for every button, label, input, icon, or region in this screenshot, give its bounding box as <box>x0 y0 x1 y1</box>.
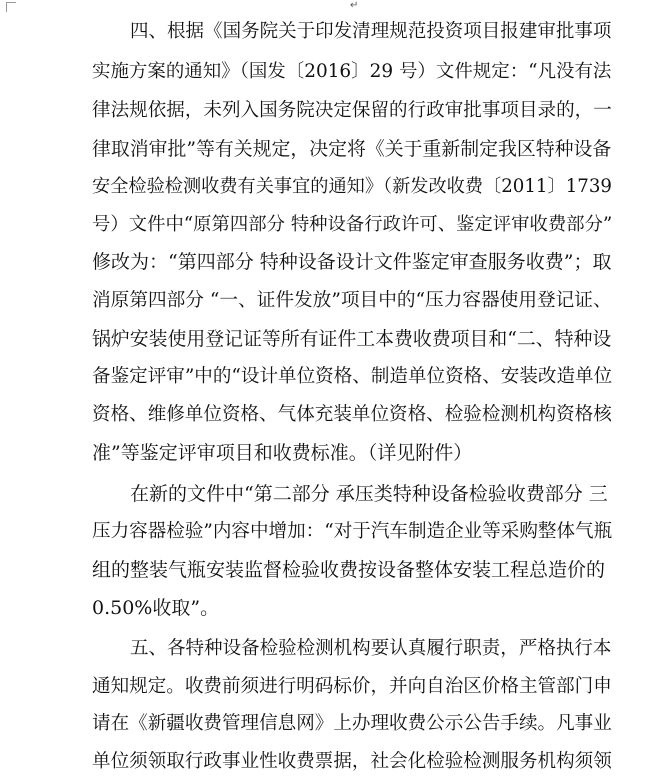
text-line: 锅炉安装使用登记证等所有证件工本费收费项目和“二、特种设 <box>92 328 612 350</box>
text-line: 0.50%收取”。 <box>92 597 220 619</box>
text-line: 实施方案的通知》（国发〔2016〕29 号）文件规定：“凡没有法 <box>92 61 612 82</box>
text-line: 安全检验检测收费有关事宜的通知》（新发改收费〔2011〕1739 <box>92 176 612 197</box>
text-line: 在新的文件中“第二部分 承压类特种设备检验收费部分 三 <box>130 483 608 505</box>
text-line: 通知规定。收费前须进行明码标价，并向自治区价格主管部门申 <box>92 676 612 697</box>
text-line: 消原第四部分 “一、证件发放”项目中的“压力容器使用登记证、 <box>92 290 612 311</box>
text-line: 备鉴定评审”中的“设计单位资格、制造单位资格、安装改造单位 <box>92 366 613 387</box>
text-line: 资格、维修单位资格、气体充装单位资格、检验检测机构资格核 <box>92 404 612 425</box>
text-line: 组的整装气瓶安装监督检验收费按设备整体安装工程总造价的 <box>92 559 606 581</box>
text-line: 压力容器检验”内容中增加：“对于汽车制造企业等采购整体气瓶 <box>92 521 613 542</box>
text-line: 四、根据《国务院关于印发清理规范投资项目报建审批事项 <box>130 21 612 42</box>
text-line: 号）文件中“原第四部分 特种设备行政许可、鉴定评审收费部分” <box>92 214 613 235</box>
text-line: 准”等鉴定评审项目和收费标准。（详见附件） <box>92 442 473 464</box>
text-line: 律法规依据，未列入国务院决定保留的行政审批事项目录的，一 <box>92 100 612 121</box>
corner-crop-mark <box>6 2 16 12</box>
text-line: 单位须领取行政事业性收费票据，社会化检验检测服务机构须领 <box>92 751 612 772</box>
text-line: 请在《新疆收费管理信息网》上办理收费公示公告手续。凡事业 <box>92 713 612 734</box>
paragraph-mark: ↵ <box>350 0 359 11</box>
text-line: 五、各特种设备检验检测机构要认真履行职责，严格执行本 <box>130 638 612 659</box>
text-line: 修改为：“第四部分 特种设备设计文件鉴定审查服务收费”；取 <box>92 251 612 273</box>
text-line: 律取消审批”等有关规定，决定将《关于重新制定我区特种设备 <box>92 138 612 160</box>
